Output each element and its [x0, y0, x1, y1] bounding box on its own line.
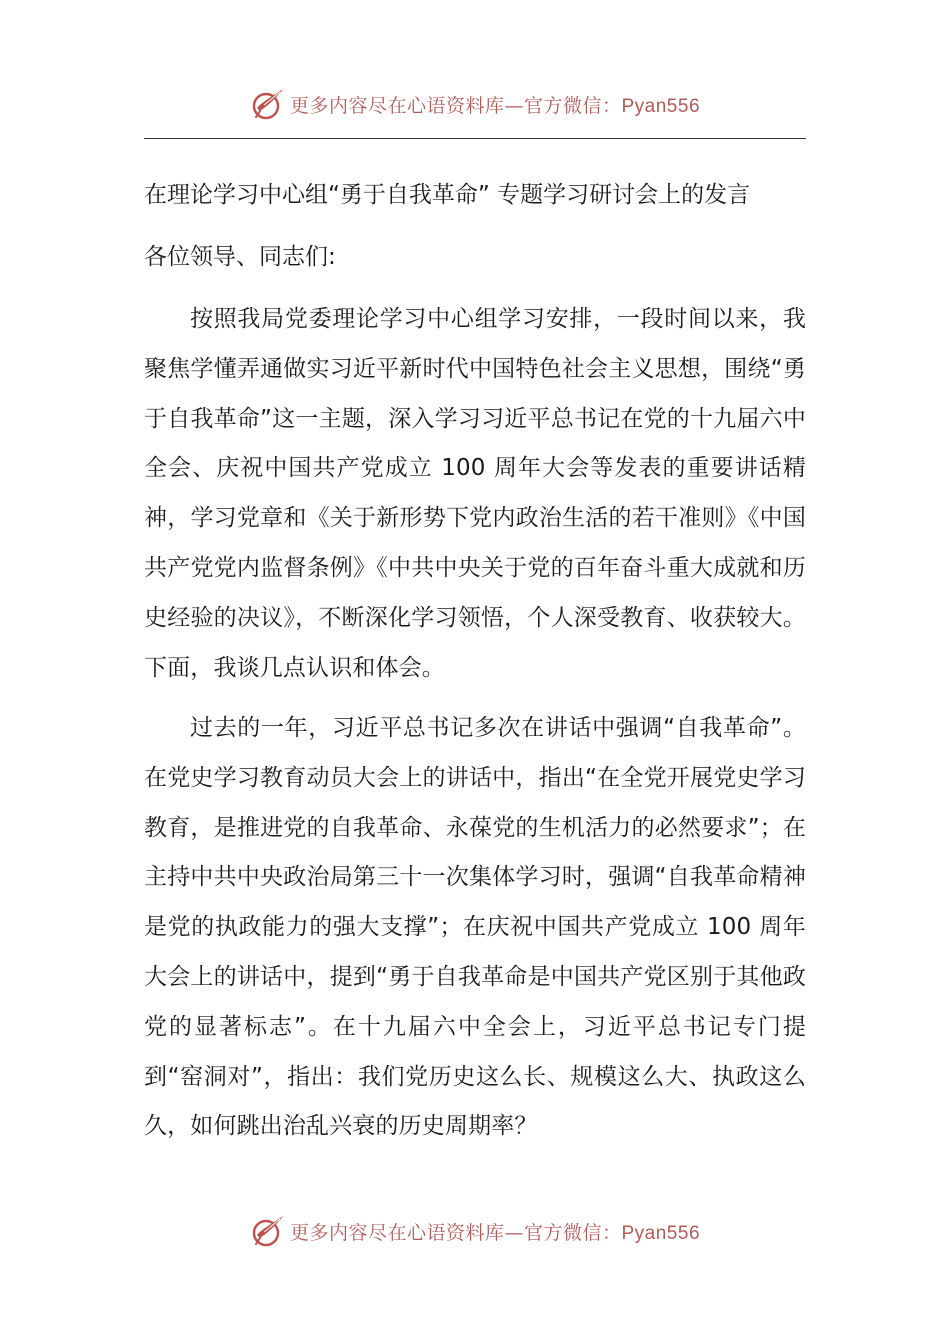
header-banner — [0, 84, 950, 124]
banner-slogan: 更多内容尽在心语资料库—官方微信： — [289, 1221, 622, 1244]
quill-logo-icon — [250, 86, 286, 122]
wechat-id: Pyan556 — [621, 95, 701, 117]
footer-banner — [0, 1211, 950, 1251]
quill-logo-icon — [250, 1213, 286, 1249]
salutation: 各位领导、同志们: — [144, 244, 336, 270]
paragraph: 按照我局党委理论学习中心组学习安排，一段时间以来，我聚焦学懂弄通做实习近平新时代中国特色社会主义思想，围绕“勇于自我革命”这一主题，深入学习习近平总书记在党的十九届六中全会、庆祝中国共产党成立 100 周年大会等发表的重要讲话精神，学习党章和《关于新形势下党内政治生活的若干准则》《中国共产党党内监督条例》《中共中央关于党的百年奋斗重大成就和历史经验的决议》，不断深化学习领悟，个人深受教育、收获较大。下面，我谈几点认识和体会。 — [144, 306, 806, 681]
banner-text — [290, 91, 700, 118]
banner-text — [290, 1218, 700, 1245]
wechat-id: Pyan556 — [621, 1222, 701, 1244]
paragraph: 过去的一年，习近平总书记多次在讲话中强调“自我革命”。在党史学习教育动员大会上的讲话中，指出“在全党开展党史学习教育，是推进党的自我革命、永葆党的生机活力的必然要求”；在主持中共中央政治局第三十一次集体学习时，强调“自我革命精神是党的执政能力的强大支撑”；在庆祝中国共产党成立 100 周年大会上的讲话中，提到“勇于自我革命是中国共产党区别于其他政党的显著标志”。在十九届六中全会上，习近平总书记专门提到“窑洞对”，指出：我们党历史这么长、规模这么大、执政这么久，如何跳出治乱兴衰的历史周期率？ — [144, 715, 806, 1140]
document-title: 在理论学习中心组“勇于自我革命” 专题学习研讨会上的发言 — [144, 182, 751, 208]
header-divider — [144, 138, 806, 139]
banner-slogan: 更多内容尽在心语资料库—官方微信： — [289, 94, 622, 117]
